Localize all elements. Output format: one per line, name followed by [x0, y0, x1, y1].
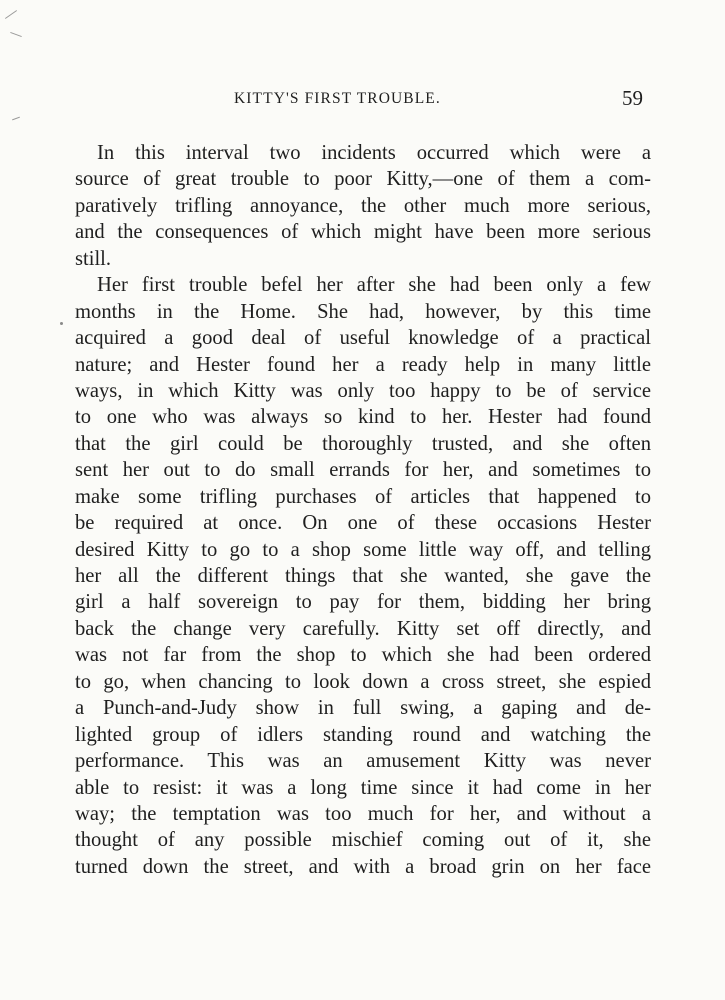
text-line: performance. This was an amusement Kitty was never	[75, 750, 651, 773]
text-line: way; the temptation was too much for her, and without a	[75, 802, 651, 825]
page-number: 59	[622, 86, 643, 110]
text-line: to go, when chancing to look down a cross street, she espied	[75, 670, 651, 693]
text-line: to one who was always so kind to her. Hester had found	[75, 406, 651, 429]
scan-mark	[5, 10, 17, 19]
text-line: a Punch-and-Judy show in full swing, a gaping and de-	[75, 697, 651, 720]
scan-speck	[60, 322, 63, 325]
running-head-title: KITTY'S FIRST TROUBLE.	[234, 90, 441, 107]
text-line: sent her out to do small errands for her, and sometimes to	[75, 459, 651, 482]
text-line: turned down the street, and with a broad grin on her face	[75, 855, 651, 878]
text-line: months in the Home. She had, however, by this time	[75, 300, 651, 323]
text-line: still.	[75, 247, 112, 270]
text-line: ways, in which Kitty was only too happy to be of service	[75, 379, 651, 402]
text-line: source of great trouble to poor Kitty,—one of them a com-	[75, 168, 651, 191]
text-line: make some trifling purchases of articles that happened to	[75, 485, 651, 508]
text-line: and the consequences of which might have been more serious	[75, 221, 651, 244]
text-line: thought of any possible mischief coming out of it, she	[75, 829, 651, 852]
text-line: girl a half sovereign to pay for them, bidding her bring	[75, 591, 651, 614]
text-line: be required at once. On one of these occasions Hester	[75, 512, 651, 535]
text-line: lighted group of idlers standing round and watching the	[75, 723, 651, 746]
text-line: that the girl could be thoroughly trusted, and she often	[75, 432, 651, 455]
scan-mark	[10, 32, 22, 37]
text-line: In this interval two incidents occurred which were a	[97, 142, 651, 164]
text-line: was not far from the shop to which she had been ordered	[75, 644, 651, 667]
text-line: nature; and Hester found her a ready help in many little	[75, 353, 651, 376]
text-line: acquired a good deal of useful knowledge of a practical	[75, 327, 651, 350]
text-line: back the change very carefully. Kitty set off directly, and	[75, 617, 651, 640]
text-line: desired Kitty to go to a shop some little way off, and telling	[75, 538, 651, 561]
text-line: paratively trifling annoyance, the other much more serious,	[75, 194, 651, 217]
body-text	[75, 140, 651, 880]
text-line: able to resist: it was a long time since it had come in her	[75, 776, 651, 799]
text-line: her all the different things that she wanted, she gave the	[75, 565, 651, 587]
text-line: Her first trouble befel her after she had been only a few	[97, 274, 651, 297]
scan-mark	[12, 117, 20, 121]
